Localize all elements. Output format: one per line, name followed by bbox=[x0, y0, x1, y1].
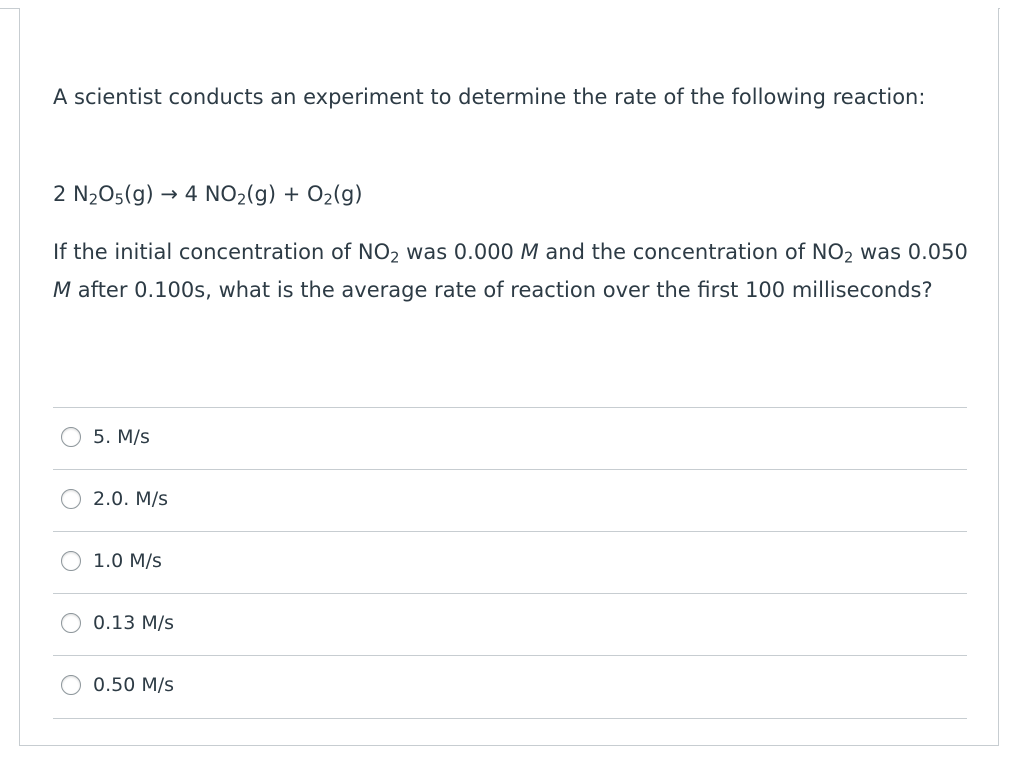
answer-option[interactable] bbox=[53, 531, 967, 593]
answer-label[interactable]: 0.50 M/s bbox=[93, 674, 175, 696]
answer-option[interactable] bbox=[53, 407, 967, 469]
answer-label[interactable]: 1.0 M/s bbox=[93, 550, 162, 572]
radio-button-icon[interactable] bbox=[61, 489, 81, 509]
reaction-equation: 2 $N_2O_5(g) \to 4$ $NO_2(g) + O_2(g)$ bbox=[53, 182, 363, 209]
answer-label[interactable]: 0.13 M/s bbox=[93, 612, 175, 634]
radio-button-icon[interactable] bbox=[61, 427, 81, 447]
radio-button-icon[interactable] bbox=[61, 551, 81, 571]
answer-option[interactable] bbox=[53, 469, 967, 531]
answer-label[interactable]: 5. M/s bbox=[93, 426, 150, 448]
question-intro: A scientist conducts an experiment to determine the rate of the following reaction: bbox=[53, 85, 926, 109]
answer-label[interactable]: 2.0. M/s bbox=[93, 488, 168, 510]
answer-list bbox=[53, 407, 967, 719]
radio-button-icon[interactable] bbox=[61, 675, 81, 695]
answer-option[interactable] bbox=[53, 593, 967, 655]
question-body: If the initial concentration of $NO_2$ was 0.000 M and the concentration of $NO_2$ was 0.050 M after 0.100s, what is the average rate of reaction over the first 100 milliseconds? bbox=[53, 240, 968, 302]
radio-button-icon[interactable] bbox=[61, 613, 81, 633]
answer-option[interactable] bbox=[53, 655, 967, 719]
